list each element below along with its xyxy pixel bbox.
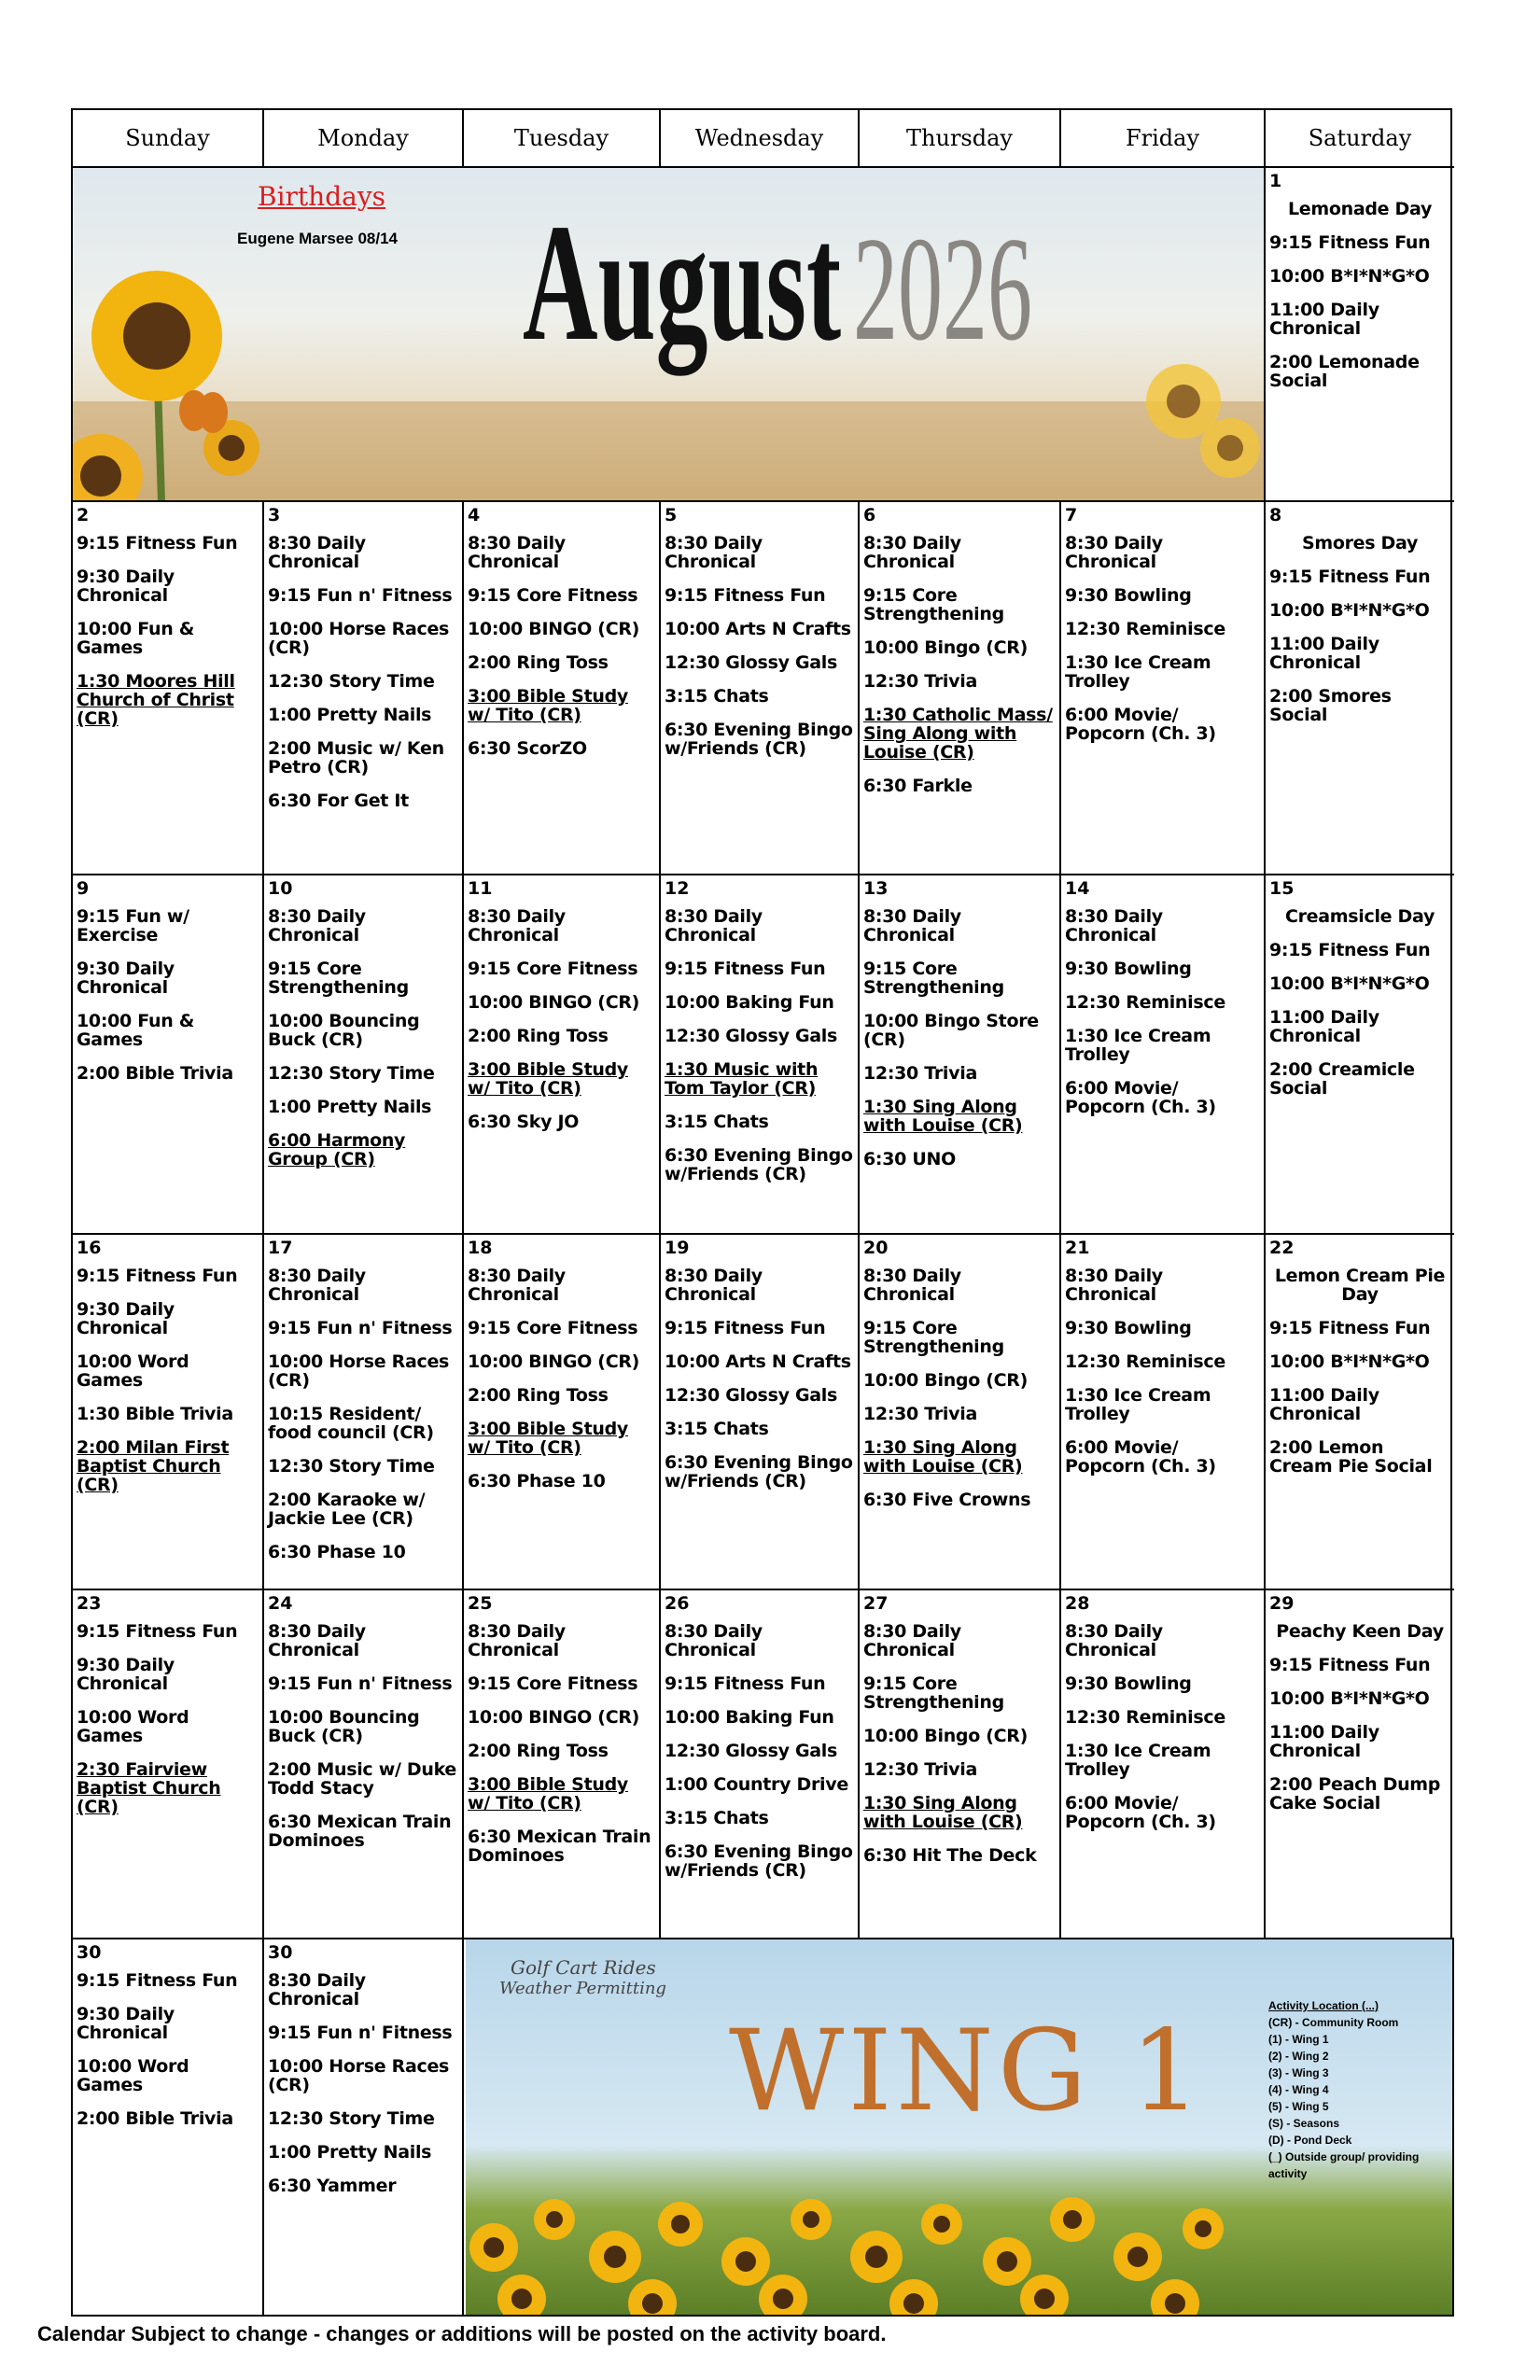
event-item: 3:15 Chats bbox=[665, 1419, 769, 1439]
event-item: 6:30 Sky JO bbox=[468, 1112, 580, 1132]
event-item: 11:00 Daily Chronical bbox=[1269, 1385, 1379, 1424]
event-item: 9:15 Fitness Fun bbox=[1269, 940, 1431, 960]
day-number: 28 bbox=[1065, 1593, 1090, 1614]
event-item: 12:30 Reminisce bbox=[1065, 619, 1225, 639]
day-cell bbox=[661, 502, 860, 875]
day-cell bbox=[264, 875, 464, 1235]
birthday-entry: Eugene Marsee 08/14 bbox=[237, 230, 398, 247]
event-item: 6:30 Evening Bingo w/Friends (CR) bbox=[665, 1452, 853, 1491]
day-number: 4 bbox=[468, 505, 481, 525]
event-item: 6:30 Mexican Train Dominoes bbox=[468, 1827, 651, 1866]
day-cell bbox=[1266, 1235, 1454, 1590]
event-item: 12:30 Reminisce bbox=[1065, 992, 1225, 1013]
day-number: 11 bbox=[468, 878, 493, 899]
event-item: 10:00 Horse Races (CR) bbox=[268, 2056, 450, 2095]
event-item: 8:30 Daily Chronical bbox=[268, 1970, 366, 2009]
event-item: 8:30 Daily Chronical bbox=[268, 1266, 366, 1305]
activity-location-legend bbox=[1268, 1997, 1446, 2182]
legend-item: (4) - Wing 4 bbox=[1268, 2083, 1329, 2096]
event-item: 1:30 Ice Cream Trolley bbox=[1065, 1026, 1211, 1065]
day-cell bbox=[464, 875, 661, 1235]
event-item: 1:00 Country Drive bbox=[665, 1774, 848, 1795]
event-item: 10:00 B*I*N*G*O bbox=[1269, 973, 1430, 994]
event-item: 10:00 Arts N Crafts bbox=[665, 1351, 851, 1372]
day-cell bbox=[1061, 875, 1266, 1235]
theme-day-title: Creamsicle Day bbox=[1284, 906, 1435, 927]
day-number: 15 bbox=[1269, 878, 1295, 899]
event-item: 10:00 Bingo (CR) bbox=[863, 1370, 1029, 1391]
day-number: 9 bbox=[77, 878, 90, 899]
event-item: 2:00 Bible Trivia bbox=[77, 1063, 233, 1084]
event-item: 1:30 Sing Along with Louise (CR) bbox=[863, 1793, 1023, 1832]
day-cell bbox=[73, 875, 264, 1235]
day-cell bbox=[1266, 875, 1454, 1235]
event-item: 9:15 Fitness Fun bbox=[77, 1266, 238, 1286]
event-item: 10:00 BINGO (CR) bbox=[468, 1707, 640, 1728]
day-cell bbox=[860, 1235, 1061, 1590]
day-number: 3 bbox=[268, 505, 281, 525]
event-item: 9:15 Core Fitness bbox=[468, 1673, 638, 1694]
event-item: 6:00 Harmony Group (CR) bbox=[268, 1130, 406, 1169]
event-item: 6:30 Phase 10 bbox=[468, 1471, 606, 1491]
birthdays-label: Birthdays bbox=[258, 181, 386, 212]
event-item: 8:30 Daily Chronical bbox=[268, 1621, 366, 1660]
day-number: 19 bbox=[665, 1238, 690, 1258]
event-item: 10:00 BINGO (CR) bbox=[468, 619, 640, 639]
legend-item: (_) Outside group/ providing activity bbox=[1268, 2150, 1420, 2180]
event-item: 12:30 Trivia bbox=[863, 671, 977, 692]
weekday-header-monday: Monday bbox=[264, 110, 464, 168]
event-item: 11:00 Daily Chronical bbox=[1269, 1722, 1379, 1761]
event-item: 12:30 Glossy Gals bbox=[665, 1026, 838, 1046]
event-item: 9:30 Bowling bbox=[1065, 1673, 1192, 1694]
event-item: 12:30 Glossy Gals bbox=[665, 652, 838, 673]
day-number: 26 bbox=[665, 1593, 690, 1614]
footer-note: Calendar Subject to change - changes or additions will be posted on the activity board. bbox=[37, 2322, 887, 2345]
event-item: 9:15 Fitness Fun bbox=[1269, 567, 1431, 587]
event-item: 3:15 Chats bbox=[665, 1112, 769, 1132]
day-cell bbox=[1266, 1590, 1454, 1939]
event-item: 10:00 Horse Races (CR) bbox=[268, 619, 450, 658]
event-item: 2:30 Fairview Baptist Church (CR) bbox=[77, 1759, 221, 1817]
event-item: 10:00 Fun & Games bbox=[77, 1011, 195, 1050]
event-item: 11:00 Daily Chronical bbox=[1269, 300, 1379, 339]
theme-day-title: Smores Day bbox=[1301, 533, 1419, 553]
event-item: 6:30 Yammer bbox=[268, 2176, 397, 2196]
event-item: 11:00 Daily Chronical bbox=[1269, 634, 1379, 673]
event-item: 9:15 Fitness Fun bbox=[1269, 1655, 1431, 1675]
legend-item: (D) - Pond Deck bbox=[1268, 2134, 1352, 2147]
day-cell bbox=[860, 1590, 1061, 1939]
event-item: 6:00 Movie/ Popcorn (Ch. 3) bbox=[1065, 705, 1216, 744]
event-item: 10:00 Arts N Crafts bbox=[665, 619, 851, 639]
day-cell bbox=[464, 1235, 661, 1590]
event-item: 2:00 Ring Toss bbox=[468, 1385, 609, 1406]
day-cell bbox=[661, 1235, 860, 1590]
event-item: 6:00 Movie/ Popcorn (Ch. 3) bbox=[1065, 1437, 1216, 1477]
event-item: 12:30 Glossy Gals bbox=[665, 1385, 838, 1406]
event-item: 8:30 Daily Chronical bbox=[468, 1621, 566, 1660]
weekday-header-friday: Friday bbox=[1061, 110, 1266, 168]
legend-item: (1) - Wing 1 bbox=[1268, 2033, 1329, 2046]
event-item: 10:00 B*I*N*G*O bbox=[1269, 1688, 1430, 1709]
event-item: 9:15 Core Strengthening bbox=[863, 1673, 1004, 1713]
event-item: 2:00 Ring Toss bbox=[468, 652, 609, 673]
day-cell bbox=[1266, 502, 1454, 875]
event-item: 9:30 Daily Chronical bbox=[77, 1655, 175, 1694]
weather-note: Weather Permitting bbox=[499, 1979, 666, 1998]
event-item: 6:30 For Get It bbox=[268, 791, 409, 811]
day-number: 27 bbox=[863, 1593, 889, 1614]
event-item: 6:30 Evening Bingo w/Friends (CR) bbox=[665, 1145, 853, 1184]
event-item: 8:30 Daily Chronical bbox=[268, 906, 366, 945]
event-item: 6:30 Farkle bbox=[863, 776, 973, 796]
event-item: 1:00 Pretty Nails bbox=[268, 705, 432, 725]
day-number: 5 bbox=[665, 505, 678, 525]
event-item: 2:00 Music w/ Ken Petro (CR) bbox=[268, 738, 444, 777]
day-number: 23 bbox=[77, 1593, 102, 1614]
day-cell bbox=[464, 502, 661, 875]
event-item: 9:15 Fitness Fun bbox=[1269, 232, 1431, 253]
event-item: 9:15 Fun n' Fitness bbox=[268, 585, 453, 606]
day-number: 21 bbox=[1065, 1238, 1090, 1258]
event-item: 3:00 Bible Study w/ Tito (CR) bbox=[468, 1059, 628, 1099]
event-item: 9:15 Core Strengthening bbox=[863, 1318, 1004, 1357]
event-item: 8:30 Daily Chronical bbox=[863, 1621, 961, 1660]
day-number: 7 bbox=[1065, 505, 1078, 525]
day-number: 24 bbox=[268, 1593, 293, 1614]
day-number: 16 bbox=[77, 1238, 102, 1258]
legend-item: (5) - Wing 5 bbox=[1268, 2100, 1329, 2113]
event-item: 2:00 Music w/ Duke Todd Stacy bbox=[268, 1759, 457, 1799]
weekday-header-wednesday: Wednesday bbox=[661, 110, 860, 168]
event-item: 9:30 Daily Chronical bbox=[77, 959, 175, 998]
event-item: 9:15 Fun n' Fitness bbox=[268, 1673, 453, 1694]
event-item: 8:30 Daily Chronical bbox=[665, 1266, 763, 1305]
event-item: 10:00 Baking Fun bbox=[665, 1707, 834, 1728]
event-item: 10:15 Resident/ food council (CR) bbox=[268, 1404, 434, 1443]
event-item: 2:00 Bible Trivia bbox=[77, 2108, 233, 2129]
event-item: 10:00 Fun & Games bbox=[77, 619, 195, 658]
event-item: 1:30 Sing Along with Louise (CR) bbox=[863, 1097, 1023, 1136]
day-number: 6 bbox=[863, 505, 876, 525]
event-item: 9:30 Bowling bbox=[1065, 959, 1192, 979]
day-number: 22 bbox=[1269, 1238, 1295, 1258]
day-cell bbox=[1061, 1590, 1266, 1939]
event-item: 10:00 B*I*N*G*O bbox=[1269, 600, 1430, 621]
event-item: 9:15 Fitness Fun bbox=[77, 533, 238, 553]
event-item: 2:00 Karaoke w/ Jackie Lee (CR) bbox=[268, 1490, 426, 1529]
event-item: 2:00 Smores Social bbox=[1269, 686, 1392, 725]
event-item: 8:30 Daily Chronical bbox=[468, 1266, 566, 1305]
event-item: 2:00 Ring Toss bbox=[468, 1026, 609, 1046]
weekday-header-saturday: Saturday bbox=[1266, 110, 1454, 168]
event-item: 6:30 Hit The Deck bbox=[863, 1845, 1037, 1866]
butterfly-icon bbox=[179, 390, 228, 433]
event-item: 8:30 Daily Chronical bbox=[665, 533, 763, 572]
event-item: 8:30 Daily Chronical bbox=[1065, 1621, 1163, 1660]
event-item: 10:00 Word Games bbox=[77, 2056, 189, 2095]
day-cell bbox=[264, 1939, 464, 2317]
event-item: 12:30 Reminisce bbox=[1065, 1707, 1225, 1728]
event-item: 12:30 Reminisce bbox=[1065, 1351, 1225, 1372]
day-number: 8 bbox=[1269, 505, 1282, 525]
event-item: 12:30 Story Time bbox=[268, 1063, 435, 1084]
day-cell bbox=[264, 1590, 464, 1939]
event-item: 6:30 Five Crowns bbox=[863, 1490, 1031, 1510]
event-item: 2:00 Milan First Baptist Church (CR) bbox=[77, 1437, 230, 1495]
event-item: 3:00 Bible Study w/ Tito (CR) bbox=[468, 1419, 628, 1458]
year-title: 2026 bbox=[853, 205, 1032, 371]
day-cell bbox=[264, 502, 464, 875]
day-cell bbox=[73, 1590, 264, 1939]
day-cell bbox=[1061, 1235, 1266, 1590]
event-item: 6:30 Phase 10 bbox=[268, 1542, 406, 1562]
event-item: 8:30 Daily Chronical bbox=[468, 906, 566, 945]
theme-day-title: Lemonade Day bbox=[1287, 199, 1433, 219]
event-item: 3:15 Chats bbox=[665, 1808, 769, 1828]
event-item: 12:30 Story Time bbox=[268, 671, 435, 692]
event-item: 8:30 Daily Chronical bbox=[468, 533, 566, 572]
day-number: 12 bbox=[665, 878, 690, 899]
calendar-grid bbox=[71, 108, 1452, 2317]
event-item: 1:30 Ice Cream Trolley bbox=[1065, 652, 1211, 692]
event-item: 9:15 Core Fitness bbox=[468, 959, 638, 979]
event-item: 3:15 Chats bbox=[665, 686, 769, 707]
event-item: 10:00 Horse Races (CR) bbox=[268, 1351, 450, 1391]
event-item: 8:30 Daily Chronical bbox=[1065, 533, 1163, 572]
event-item: 1:00 Pretty Nails bbox=[268, 1097, 432, 1117]
event-item: 12:30 Trivia bbox=[863, 1404, 977, 1424]
day-cell bbox=[73, 502, 264, 875]
event-item: 1:00 Pretty Nails bbox=[268, 2142, 432, 2163]
weekday-header-sunday: Sunday bbox=[73, 110, 264, 168]
event-item: 8:30 Daily Chronical bbox=[863, 1266, 961, 1305]
event-item: 12:30 Trivia bbox=[863, 1063, 977, 1084]
event-item: 9:30 Bowling bbox=[1065, 585, 1192, 606]
event-item: 6:30 UNO bbox=[863, 1149, 956, 1169]
event-item: 6:00 Movie/ Popcorn (Ch. 3) bbox=[1065, 1793, 1216, 1832]
event-item: 1:30 Moores Hill Church of Christ (CR) bbox=[77, 671, 235, 729]
event-item: 10:00 B*I*N*G*O bbox=[1269, 266, 1430, 287]
event-item: 9:15 Fitness Fun bbox=[665, 1673, 826, 1694]
day-cell bbox=[464, 1590, 661, 1939]
event-item: 2:00 Peach Dump Cake Social bbox=[1269, 1774, 1441, 1813]
event-item: 2:00 Lemon Cream Pie Social bbox=[1269, 1437, 1433, 1477]
event-item: 10:00 Bingo (CR) bbox=[863, 637, 1029, 658]
day-number: 29 bbox=[1269, 1593, 1295, 1614]
event-item: 9:30 Daily Chronical bbox=[77, 2004, 175, 2043]
event-item: 9:30 Bowling bbox=[1065, 1318, 1192, 1338]
event-item: 8:30 Daily Chronical bbox=[665, 906, 763, 945]
event-item: 9:15 Fun w/ Exercise bbox=[77, 906, 189, 945]
event-item: 9:30 Daily Chronical bbox=[77, 567, 175, 606]
day-cell bbox=[1061, 502, 1266, 875]
event-item: 1:30 Sing Along with Louise (CR) bbox=[863, 1437, 1023, 1477]
event-item: 8:30 Daily Chronical bbox=[863, 906, 961, 945]
event-item: 11:00 Daily Chronical bbox=[1269, 1007, 1379, 1046]
event-item: 1:30 Bible Trivia bbox=[77, 1404, 233, 1424]
event-item: 9:15 Fitness Fun bbox=[1269, 1318, 1431, 1338]
theme-day-title: Lemon Cream Pie Day bbox=[1274, 1266, 1446, 1305]
event-item: 8:30 Daily Chronical bbox=[1065, 906, 1163, 945]
day-cell bbox=[860, 502, 1061, 875]
day-number: 13 bbox=[863, 878, 889, 899]
weekday-header-tuesday: Tuesday bbox=[464, 110, 661, 168]
august-banner bbox=[73, 168, 1266, 502]
event-item: 12:30 Glossy Gals bbox=[665, 1741, 838, 1761]
day-number: 17 bbox=[268, 1238, 293, 1258]
day-number: 25 bbox=[468, 1593, 493, 1614]
event-item: 9:15 Core Fitness bbox=[468, 1318, 638, 1338]
legend-item: (2) - Wing 2 bbox=[1268, 2050, 1329, 2063]
day-number: 20 bbox=[863, 1238, 889, 1258]
day-number: 18 bbox=[468, 1238, 493, 1258]
event-item: 2:00 Lemonade Social bbox=[1269, 352, 1420, 391]
event-item: 9:15 Fun n' Fitness bbox=[268, 1318, 453, 1338]
event-item: 10:00 Word Games bbox=[77, 1351, 189, 1391]
event-item: 2:00 Creamicle Social bbox=[1269, 1059, 1415, 1099]
day-number: 30 bbox=[268, 1942, 293, 1963]
legend-item: (CR) - Community Room bbox=[1268, 2016, 1399, 2029]
event-item: 1:30 Music with Tom Taylor (CR) bbox=[665, 1059, 819, 1099]
event-item: 8:30 Daily Chronical bbox=[863, 533, 961, 572]
event-item: 9:15 Core Strengthening bbox=[863, 585, 1004, 624]
event-item: 6:30 Evening Bingo w/Friends (CR) bbox=[665, 1841, 853, 1881]
event-item: 8:30 Daily Chronical bbox=[665, 1621, 763, 1660]
day-cell bbox=[1266, 168, 1454, 502]
event-item: 6:00 Movie/ Popcorn (Ch. 3) bbox=[1065, 1078, 1216, 1117]
event-item: 3:00 Bible Study w/ Tito (CR) bbox=[468, 686, 628, 725]
event-item: 8:30 Daily Chronical bbox=[1065, 1266, 1163, 1305]
event-item: 9:15 Fitness Fun bbox=[665, 959, 826, 979]
event-item: 2:00 Ring Toss bbox=[468, 1741, 609, 1761]
event-item: 12:30 Story Time bbox=[268, 1456, 435, 1477]
event-item: 9:30 Daily Chronical bbox=[77, 1299, 175, 1338]
event-item: 10:00 B*I*N*G*O bbox=[1269, 1351, 1430, 1372]
golf-cart-label: Golf Cart Rides bbox=[511, 1956, 656, 1979]
event-item: 10:00 BINGO (CR) bbox=[468, 992, 640, 1013]
legend-item: (3) - Wing 3 bbox=[1268, 2066, 1329, 2079]
event-item: 9:15 Core Strengthening bbox=[268, 959, 409, 998]
event-item: 12:30 Trivia bbox=[863, 1759, 977, 1780]
event-item: 10:00 Bingo (CR) bbox=[863, 1726, 1029, 1746]
event-item: 9:15 Core Strengthening bbox=[863, 959, 1004, 998]
wing-title: WING 1 bbox=[729, 2007, 1206, 2136]
day-cell bbox=[860, 875, 1061, 1235]
day-cell bbox=[73, 1939, 264, 2317]
event-item: 9:15 Core Fitness bbox=[468, 585, 638, 606]
event-item: 10:00 Bingo Store (CR) bbox=[863, 1011, 1039, 1050]
event-item: 10:00 Word Games bbox=[77, 1707, 189, 1746]
event-item: 6:30 ScorZO bbox=[468, 738, 587, 759]
event-item: 12:30 Story Time bbox=[268, 2108, 435, 2129]
event-item: 10:00 Baking Fun bbox=[665, 992, 834, 1013]
wing-banner bbox=[466, 1939, 1454, 2317]
weekday-header-thursday: Thursday bbox=[860, 110, 1061, 168]
day-number: 14 bbox=[1065, 878, 1090, 899]
day-cell bbox=[264, 1235, 464, 1590]
event-item: 9:15 Fitness Fun bbox=[77, 1970, 238, 1991]
day-cell bbox=[661, 1590, 860, 1939]
theme-day-title: Peachy Keen Day bbox=[1276, 1621, 1444, 1642]
day-number: 30 bbox=[77, 1942, 102, 1963]
event-item: 1:30 Ice Cream Trolley bbox=[1065, 1741, 1211, 1780]
event-item: 10:00 Bouncing Buck (CR) bbox=[268, 1011, 420, 1050]
event-item: 10:00 Bouncing Buck (CR) bbox=[268, 1707, 420, 1746]
event-item: 9:15 Fitness Fun bbox=[77, 1621, 238, 1642]
day-cell bbox=[73, 1235, 264, 1590]
event-item: 10:00 BINGO (CR) bbox=[468, 1351, 640, 1372]
event-item: 9:15 Fun n' Fitness bbox=[268, 2023, 453, 2043]
day-number: 10 bbox=[268, 878, 293, 899]
event-item: 1:30 Catholic Mass/ Sing Along with Louise (CR) bbox=[863, 705, 1053, 763]
legend-title: Activity Location (...) bbox=[1268, 1999, 1379, 2012]
event-item: 1:30 Ice Cream Trolley bbox=[1065, 1385, 1211, 1424]
legend-item: (S) - Seasons bbox=[1268, 2117, 1340, 2130]
event-item: 6:30 Evening Bingo w/Friends (CR) bbox=[665, 720, 853, 759]
day-cell bbox=[661, 875, 860, 1235]
day-number: 1 bbox=[1269, 171, 1282, 191]
day-number: 2 bbox=[77, 505, 90, 525]
month-title: August bbox=[523, 189, 842, 375]
event-item: 8:30 Daily Chronical bbox=[268, 533, 366, 572]
event-item: 3:00 Bible Study w/ Tito (CR) bbox=[468, 1774, 628, 1813]
event-item: 9:15 Fitness Fun bbox=[665, 1318, 826, 1338]
event-item: 6:30 Mexican Train Dominoes bbox=[268, 1812, 452, 1851]
event-item: 9:15 Fitness Fun bbox=[665, 585, 826, 606]
